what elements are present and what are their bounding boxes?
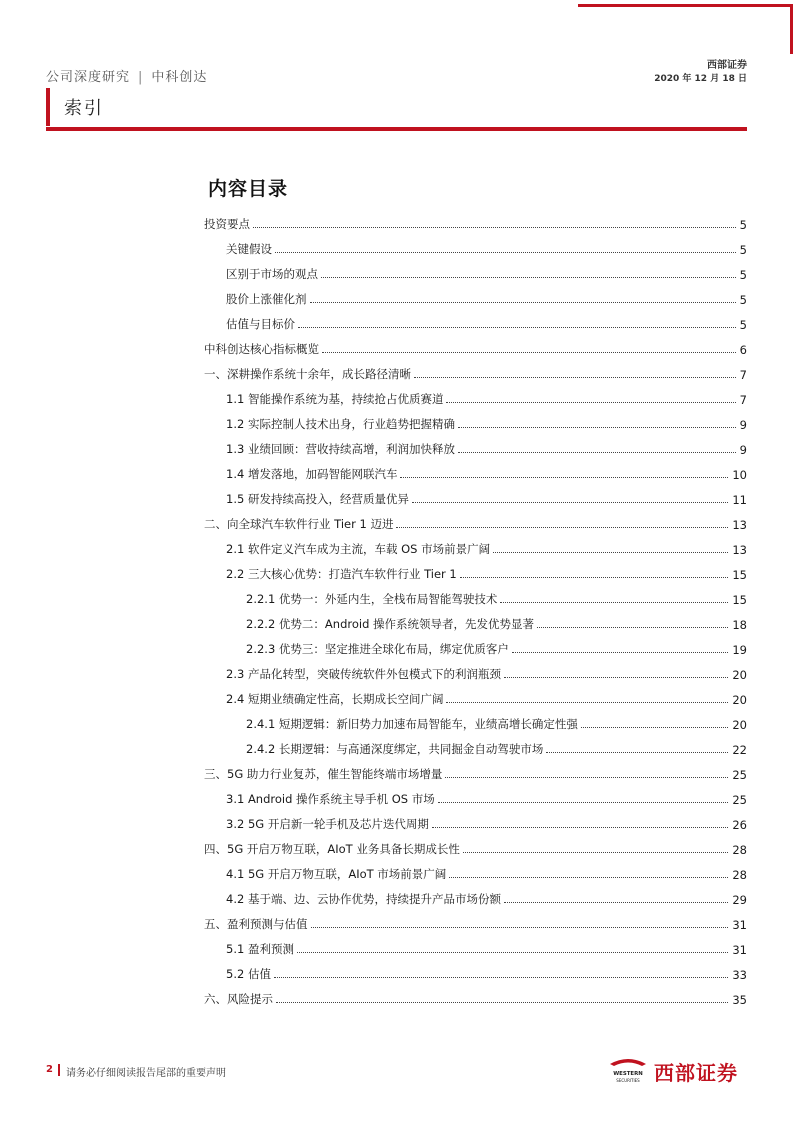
- toc-entry-text: 股价上涨催化剂: [226, 292, 307, 306]
- company-name: 中科创达: [151, 70, 208, 85]
- toc-entry-page: 13: [732, 543, 747, 557]
- toc-entry-text: 3.1 Android 操作系统主导手机 OS 市场: [226, 792, 435, 806]
- toc-entry[interactable]: [246, 587, 747, 607]
- toc-entry[interactable]: [204, 912, 747, 932]
- toc-leader: [446, 402, 735, 403]
- toc-entry-text: 五、盈利预测与估值: [204, 917, 308, 931]
- toc-entry-page: 7: [739, 393, 747, 407]
- toc-entry-page: 33: [732, 968, 747, 982]
- toc-leader: [504, 902, 728, 903]
- toc-leader: [311, 927, 729, 928]
- toc-entry-page: 26: [732, 818, 747, 832]
- toc-entry[interactable]: [246, 712, 747, 732]
- toc-entry-text: 1.5 研发持续高投入，经营质量优异: [226, 492, 409, 506]
- toc-entry-page: 9: [739, 418, 747, 432]
- toc-entry-page: 5: [739, 218, 747, 232]
- toc-entry-page: 19: [732, 643, 747, 657]
- toc-leader: [275, 252, 736, 253]
- toc-leader: [449, 877, 728, 878]
- toc-entry-text: 2.2 三大核心优势：打造汽车软件行业 Tier 1: [226, 567, 457, 581]
- toc-leader: [322, 352, 736, 353]
- toc-entry[interactable]: [226, 662, 747, 682]
- toc-entry-text: 1.1 智能操作系统为基，持续抢占优质赛道: [226, 392, 444, 406]
- toc-entry[interactable]: [226, 487, 747, 507]
- disclaimer-note: 请务必仔细阅读报告尾部的重要声明: [66, 1068, 226, 1079]
- toc-entry[interactable]: [246, 637, 747, 657]
- footer-separator: [58, 1064, 60, 1076]
- toc-entry-text: 关键假设: [226, 242, 272, 256]
- toc-leader: [458, 427, 736, 428]
- toc-leader: [500, 602, 728, 603]
- toc-entry-text: 中科创达核心指标概览: [204, 342, 319, 356]
- toc-entry[interactable]: [226, 387, 747, 407]
- toc-entry-page: 5: [739, 318, 747, 332]
- toc-entry-page: 7: [739, 368, 747, 382]
- toc-entry[interactable]: [226, 262, 747, 282]
- toc-entry-page: 5: [739, 293, 747, 307]
- western-securities-logo: [606, 1056, 650, 1084]
- toc-entry-text: 1.4 增发落地，加码智能网联汽车: [226, 467, 398, 481]
- svg-text:WESTERN: WESTERN: [613, 1071, 643, 1077]
- toc-entry[interactable]: [204, 337, 747, 357]
- toc-title: 内容目录: [208, 178, 289, 200]
- toc-entry-text: 2.4 短期业绩确定性高，长期成长空间广阔: [226, 692, 444, 706]
- toc-entry[interactable]: [226, 862, 747, 882]
- toc-leader: [432, 827, 729, 828]
- toc-leader: [253, 227, 736, 228]
- toc-entry-text: 2.4.1 短期逻辑：新旧势力加速布局智能车，业绩高增长确定性强: [246, 717, 578, 731]
- toc-leader: [537, 627, 728, 628]
- toc-entry-text: 1.2 实际控制人技术出身，行业趋势把握精确: [226, 417, 455, 431]
- toc-entry[interactable]: [226, 537, 747, 557]
- toc-leader: [581, 727, 728, 728]
- toc-entry[interactable]: [204, 362, 747, 382]
- toc-entry[interactable]: [204, 762, 747, 782]
- toc-entry-page: 28: [732, 843, 747, 857]
- toc-entry-page: 15: [732, 593, 747, 607]
- toc-entry-text: 二、向全球汽车软件行业 Tier 1 迈进: [204, 517, 394, 531]
- header-brand: 西部证券: [707, 60, 747, 71]
- toc-leader: [400, 477, 728, 478]
- toc-entry-text: 三、5G 助力行业复苏，催生智能终端市场增量: [204, 767, 443, 781]
- toc-leader: [458, 452, 736, 453]
- toc-entry[interactable]: [226, 937, 747, 957]
- toc-entry-page: 20: [732, 668, 747, 682]
- toc-entry-text: 2.3 产品化转型，突破传统软件外包模式下的利润瓶颈: [226, 667, 501, 681]
- toc-entry-page: 35: [732, 993, 747, 1007]
- page-number: 2: [46, 1064, 53, 1075]
- toc-leader: [504, 677, 728, 678]
- toc-entry-page: 29: [732, 893, 747, 907]
- toc-entry-text: 1.3 业绩回顾：营收持续高增，利润加快释放: [226, 442, 455, 456]
- toc-leader: [546, 752, 728, 753]
- toc-entry[interactable]: [204, 837, 747, 857]
- toc-entry-text: 4.2 基于端、边、云协作优势，持续提升产品市场份额: [226, 892, 501, 906]
- toc-entry[interactable]: [246, 612, 747, 632]
- toc-entry-text: 2.2.2 优势二：Android 操作系统领导者，先发优势显著: [246, 617, 535, 631]
- toc-entry[interactable]: [226, 312, 747, 332]
- toc-entry[interactable]: [204, 987, 747, 1007]
- toc-entry-page: 18: [732, 618, 747, 632]
- toc-entry-text: 2.4.2 长期逻辑：与高通深度绑定，共同掘金自动驾驶市场: [246, 742, 544, 756]
- toc-entry-text: 四、5G 开启万物互联，AIoT 业务具备长期成长性: [204, 842, 460, 856]
- toc-entry[interactable]: [226, 412, 747, 432]
- toc-entry[interactable]: [226, 237, 747, 257]
- toc-entry-page: 10: [732, 468, 747, 482]
- toc-leader: [446, 702, 728, 703]
- toc-entry-page: 25: [732, 793, 747, 807]
- toc-entry-page: 5: [739, 243, 747, 257]
- toc-leader: [297, 952, 728, 953]
- toc-leader: [414, 377, 736, 378]
- toc-entry-text: 4.1 5G 开启万物互联，AIoT 市场前景广阔: [226, 867, 447, 881]
- header-separator: |: [138, 70, 144, 85]
- toc-entry-text: 投资要点: [204, 217, 250, 231]
- toc-leader: [460, 577, 729, 578]
- toc-entry-page: 9: [739, 443, 747, 457]
- toc-entry-page: 13: [732, 518, 747, 532]
- toc-entry[interactable]: [226, 687, 747, 707]
- toc-entry-page: 28: [732, 868, 747, 882]
- toc-leader: [512, 652, 728, 653]
- toc-entry-text: 3.2 5G 开启新一轮手机及芯片迭代周期: [226, 817, 429, 831]
- toc-entry-page: 6: [739, 343, 747, 357]
- toc-entry[interactable]: [226, 962, 747, 982]
- toc-entry[interactable]: [226, 562, 747, 582]
- toc-entry-text: 六、风险提示: [204, 992, 273, 1006]
- toc-entry-page: 11: [732, 493, 747, 507]
- toc-entry[interactable]: [246, 737, 747, 757]
- toc-entry[interactable]: [226, 437, 747, 457]
- report-date: 2020 年 12 月 18 日: [654, 74, 747, 84]
- toc-entry-page: 20: [732, 718, 747, 732]
- toc-entry-text: 区别于市场的观点: [226, 267, 318, 281]
- toc-entry-text: 2.1 软件定义汽车成为主流，车载 OS 市场前景广阔: [226, 542, 491, 556]
- section-title: 索引: [64, 98, 104, 119]
- toc-leader: [493, 552, 728, 553]
- toc-entry-text: 估值与目标价: [226, 317, 295, 331]
- toc-leader: [438, 802, 729, 803]
- toc-entry[interactable]: [226, 287, 747, 307]
- toc-entry-text: 一、深耕操作系统十余年，成长路径清晰: [204, 367, 411, 381]
- toc-entry-text: 2.2.1 优势一：外延内生，全栈布局智能驾驶技术: [246, 592, 498, 606]
- toc-entry-page: 25: [732, 768, 747, 782]
- toc-entry-text: 5.2 估值: [226, 967, 271, 981]
- toc-leader: [310, 302, 736, 303]
- toc-entry[interactable]: [226, 812, 747, 832]
- toc-leader: [276, 1002, 728, 1003]
- toc-entry[interactable]: [204, 212, 747, 232]
- toc-entry[interactable]: [226, 462, 747, 482]
- toc-entry[interactable]: [226, 787, 747, 807]
- toc-leader: [463, 852, 729, 853]
- toc-entry-page: 5: [739, 268, 747, 282]
- toc-leader: [298, 327, 736, 328]
- toc-entry-page: 31: [732, 918, 747, 932]
- toc-leader: [445, 777, 728, 778]
- footer-brand: 西部证券: [654, 1061, 738, 1085]
- toc-entry[interactable]: [204, 512, 747, 532]
- toc-entry-page: 20: [732, 693, 747, 707]
- toc-leader: [274, 977, 728, 978]
- toc-entry-text: 2.2.3 优势三：坚定推进全球化布局，绑定优质客户: [246, 642, 509, 656]
- toc-entry-text: 5.1 盈利预测: [226, 942, 294, 956]
- report-type: 公司深度研究: [46, 70, 131, 85]
- toc-entry-page: 31: [732, 943, 747, 957]
- toc-leader: [396, 527, 728, 528]
- toc-entry[interactable]: [226, 887, 747, 907]
- toc-leader: [321, 277, 736, 278]
- toc-entry-page: 22: [732, 743, 747, 757]
- toc-leader: [412, 502, 728, 503]
- svg-text:SECURITIES: SECURITIES: [616, 1078, 640, 1083]
- toc-entry-page: 15: [732, 568, 747, 582]
